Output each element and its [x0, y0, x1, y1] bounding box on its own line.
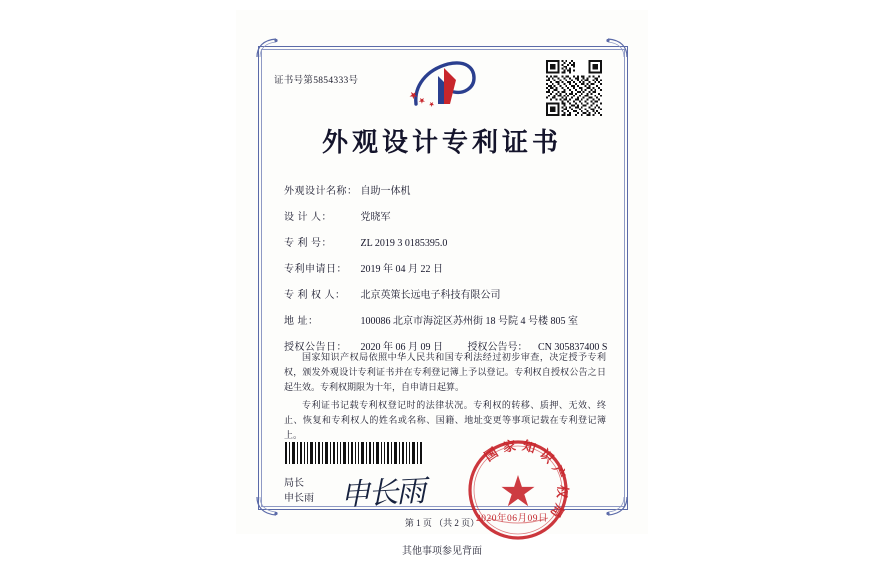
signature-name-label: 申长雨: [284, 493, 314, 504]
field-value: 2020 年 06 月 09 日: [360, 342, 443, 353]
body-text: [284, 350, 606, 446]
qr-code: [546, 60, 602, 116]
corner-ornament-icon: [602, 38, 628, 58]
field-label: 授权公告日：: [284, 342, 347, 353]
corner-ornament-icon: [256, 496, 282, 516]
field-value-announcement-number: CN 305837400 S: [538, 342, 608, 353]
field-label: 设 计 人：: [284, 212, 332, 223]
signature-title-label: 局长: [284, 478, 304, 489]
field-label-announcement-number: 授权公告号：: [467, 342, 528, 353]
body-paragraph-1: 国家知识产权局依照中华人民共和国专利法经过初步审查，决定授予专利权，颁发外观设计专利证书并在专利登记簿上予以登记。专利权自授权公告之日起生效。专利权期限为十年，自申请日起算。: [284, 352, 606, 392]
field-label: 专 利 权 人：: [284, 290, 346, 301]
field-label: 地 址：: [284, 316, 319, 327]
certificate-sheet: [236, 10, 648, 534]
field-row-patentee: [284, 286, 614, 312]
field-value: 党晓军: [360, 212, 391, 223]
certificate-number: 证书号第5854333号: [274, 76, 359, 86]
corner-ornament-icon: [256, 38, 282, 58]
field-row-designer: [284, 208, 614, 234]
field-label: 专 利 号：: [284, 238, 332, 249]
barcode: [284, 442, 424, 464]
field-value: 2019 年 04 月 22 日: [360, 264, 443, 275]
field-label: 专利申请日：: [284, 264, 347, 275]
cnipa-emblem-icon: [404, 58, 480, 110]
field-label: 外观设计名称：: [284, 186, 358, 197]
field-value: 自助一体机: [360, 186, 411, 197]
svg-text:国家知识产权局: 国家知识产权局: [482, 438, 570, 525]
corner-ornament-icon: [602, 496, 628, 516]
field-row-address: [284, 312, 614, 338]
page-number: 第 1 页 （共 2 页）: [404, 518, 480, 528]
field-row-patent-number: [284, 234, 614, 260]
signature-block: [284, 476, 314, 506]
field-value: 北京英策长远电子科技有限公司: [360, 290, 501, 301]
field-row-design-name: [284, 182, 614, 208]
page-title: 外观设计专利证书: [321, 128, 562, 158]
official-red-seal: [462, 434, 574, 546]
bottom-note: 其他事项参见背面: [402, 546, 482, 557]
body-paragraph-2: 专利证书记载专利权登记时的法律状况。专利权的转移、质押、无效、终止、恢复和专利权人的姓名或名称、国籍、地址变更等事项记载在专利登记簿上。: [284, 400, 606, 440]
field-list: [284, 182, 614, 364]
seal-date: 2020年06月09日: [476, 514, 549, 524]
field-row-application-date: [284, 260, 614, 286]
handwritten-signature: 申长雨: [339, 473, 426, 514]
field-value: ZL 2019 3 0185395.0: [360, 238, 448, 249]
field-value: 100086 北京市海淀区苏州街 18 号院 4 号楼 805 室: [360, 316, 578, 327]
